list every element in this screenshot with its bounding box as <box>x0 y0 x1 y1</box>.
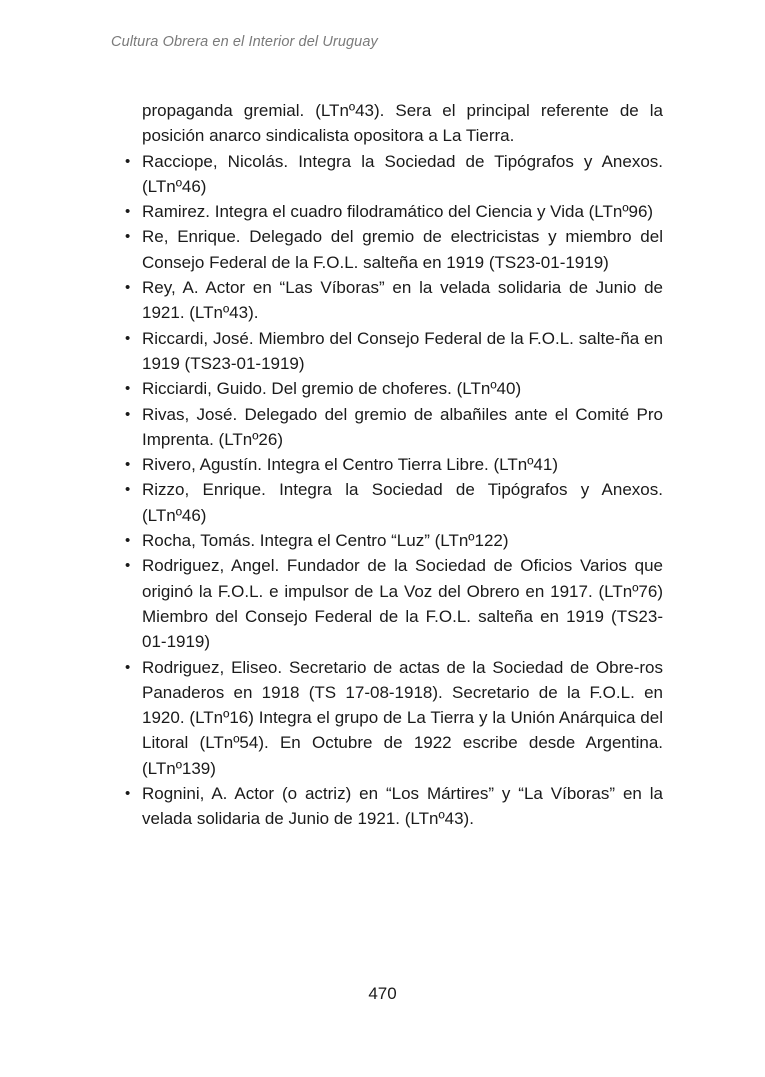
bullet-icon: • <box>125 228 131 246</box>
continued-entry-text: propaganda gremial. (LTnº43). Sera el principal referente de la posición anarco sindicalista opositora a La Tierra. <box>142 101 663 146</box>
list-item <box>125 528 663 553</box>
entry-text: Riccardi, José. Miembro del Consejo Federal de la F.O.L. salte-ña en 1919 (TS23-01-1919) <box>142 328 663 373</box>
biographical-entry-list <box>125 149 663 832</box>
entry-text: Ricciardi, Guido. Del gremio de choferes. (LTnº40) <box>142 379 522 399</box>
running-header: Cultura Obrera en el Interior del Uruguay <box>111 34 378 50</box>
list-item <box>125 149 663 200</box>
bullet-icon: • <box>125 456 131 474</box>
list-item <box>125 477 663 528</box>
bullet-icon: • <box>125 279 131 297</box>
list-item <box>125 452 663 477</box>
entry-text: Rodriguez, Angel. Fundador de la Sociedad de Oficios Varios que originó la F.O.L. e impulsor de La Voz del Obrero en 1917. (LTnº76) Miembro del Consejo Federal de la F.O.L. salteña en 1919 (TS23-01-1919) <box>142 556 663 652</box>
entry-text: Rognini, A. Actor (o actriz) en “Los Mártires” y “La Víboras” en la velada solidaria de Junio de 1921. (LTnº43). <box>142 784 663 829</box>
page-body <box>125 98 663 832</box>
list-item <box>125 655 663 781</box>
list-item <box>125 275 663 326</box>
bullet-icon: • <box>125 532 131 550</box>
entry-text: Rizzo, Enrique. Integra la Sociedad de Tipógrafos y Anexos. (LTnº46) <box>142 480 663 525</box>
bullet-icon: • <box>125 481 131 499</box>
entry-text: Ramirez. Integra el cuadro filodramático del Ciencia y Vida (LTnº96) <box>142 202 654 222</box>
bullet-icon: • <box>125 658 131 676</box>
entry-text: Rocha, Tomás. Integra el Centro “Luz” (LTnº122) <box>142 531 509 551</box>
bullet-icon: • <box>125 152 131 170</box>
bullet-icon: • <box>125 405 131 423</box>
list-item <box>125 224 663 275</box>
entry-text: Rivero, Agustín. Integra el Centro Tierra Libre. (LTnº41) <box>142 455 558 475</box>
entry-text: Rey, A. Actor en “Las Víboras” en la velada solidaria de Junio de 1921. (LTnº43). <box>142 278 663 323</box>
entry-text: Rivas, José. Delegado del gremio de albañiles ante el Comité Pro Imprenta. (LTnº26) <box>142 404 663 449</box>
list-item <box>125 781 663 832</box>
bullet-icon: • <box>125 329 131 347</box>
list-item <box>125 376 663 401</box>
entry-text: Re, Enrique. Delegado del gremio de electricistas y miembro del Consejo Federal de la F.O.L. salteña en 1919 (TS23-01-1919) <box>142 227 663 272</box>
bullet-icon: • <box>125 203 131 221</box>
page-number: 470 <box>368 984 397 1003</box>
list-item <box>125 402 663 453</box>
entry-text: Racciope, Nicolás. Integra la Sociedad de Tipógrafos y Anexos. (LTnº46) <box>142 151 663 196</box>
entry-text: Rodriguez, Eliseo. Secretario de actas de la Sociedad de Obre-ros Panaderos en 1918 (TS 17-08-1918). Secretario de la F.O.L. en 1920. (LTnº16) Integra el grupo de La Tierra y la Unión Anárquica del Litoral (LTnº54). En Octubre de 1922 escribe desde Argentina. (LTnº139) <box>142 657 663 778</box>
bullet-icon: • <box>125 785 131 803</box>
list-item <box>125 553 663 654</box>
list-item <box>125 199 663 224</box>
list-item <box>125 326 663 377</box>
bullet-icon: • <box>125 380 131 398</box>
bullet-icon: • <box>125 557 131 575</box>
